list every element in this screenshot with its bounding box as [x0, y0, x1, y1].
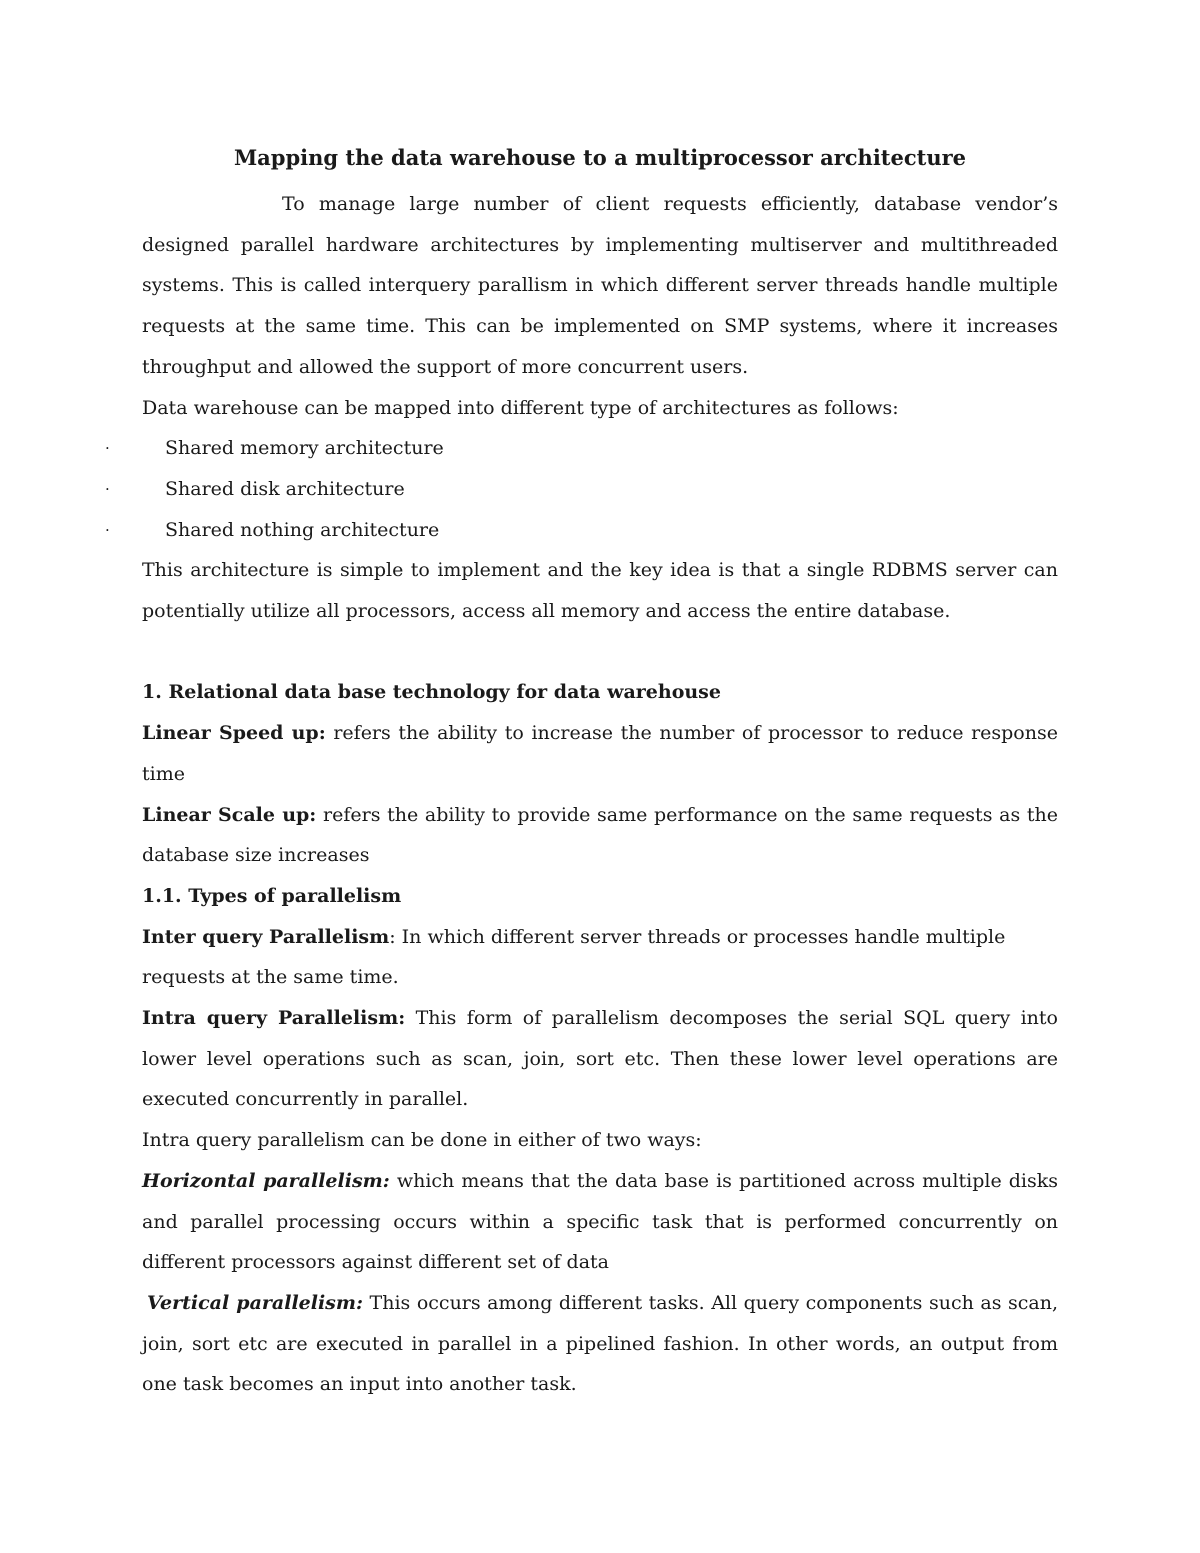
linear-scaleup-paragraph: [142, 795, 1058, 876]
horizontal-parallelism-paragraph: [142, 1161, 1058, 1283]
mapping-intro-paragraph: Data warehouse can be mapped into different type of architectures as follows:: [142, 396, 899, 419]
list-item-text: Shared nothing architecture: [165, 518, 440, 541]
section-1-heading: 1. Relational data base technology for data warehouse: [142, 681, 721, 704]
bullet-icon: ·: [105, 479, 110, 498]
architecture-list: [105, 428, 1058, 550]
bullet-icon: ·: [105, 520, 110, 539]
intra-query-definition: This form of parallelism decomposes the serial SQL query into lower level operations such as scan, join, sort etc. Then these lower level operations are executed concurrently in parallel.: [142, 1007, 1058, 1111]
list-item: [105, 510, 1058, 551]
linear-speedup-term: Linear Speed up:: [142, 722, 326, 745]
intro-paragraph: To manage large number of client requests efficiently, database vendor’s designed parallel hardware architectures by implementing multiserver and multithreaded systems. This is called interquery parallism in which different server threads handle multiple requests at the same time. This can be implemented on SMP systems, where it increases throughput and allowed the support of more concurrent users.: [142, 193, 1058, 378]
architecture-note-paragraph: This architecture is simple to implement and the key idea is that a single RDBMS server can potentially utilize all processors, access all memory and access the entire database.: [142, 559, 1058, 623]
list-item: [105, 428, 1058, 469]
ways-intro-paragraph: Intra query parallelism can be done in either of two ways:: [142, 1129, 702, 1152]
list-item-text: Shared memory architecture: [165, 437, 444, 460]
horizontal-parallelism-term: Horizontal parallelism:: [142, 1169, 390, 1192]
horizontal-parallelism-definition: which means that the data base is partitioned across multiple disks and parallel processing occurs within a specific task that is performed concurrently on different processors against different set of data: [142, 1169, 1058, 1274]
list-item-text: Shared disk architecture: [165, 477, 405, 500]
vertical-parallelism-paragraph: [142, 1283, 1058, 1405]
linear-speedup-definition: refers the ability to increase the number of processor to reduce response time: [142, 722, 1058, 785]
paragraph-spacer: [142, 632, 1058, 673]
linear-scaleup-definition: refers the ability to provide same performance on the same requests as the database size increases: [142, 803, 1058, 867]
bullet-icon: ·: [105, 439, 110, 458]
document-title: Mapping the data warehouse to a multiprocessor architecture: [233, 145, 967, 170]
vertical-parallelism-term: Vertical parallelism:: [147, 1291, 364, 1314]
intra-query-paragraph: [142, 998, 1058, 1120]
intra-query-term: Intra query Parallelism:: [142, 1007, 406, 1030]
inter-query-term: Inter query Parallelism: [142, 925, 390, 948]
list-item: [105, 469, 1058, 510]
linear-speedup-paragraph: [142, 713, 1058, 794]
linear-scaleup-term: Linear Scale up:: [142, 803, 317, 826]
document-body: [105, 184, 1059, 1405]
vertical-parallelism-definition: This occurs among different tasks. All query components such as scan, join, sort etc are executed in parallel in a pipelined fashion. In other words, an output from one task becomes an input into another task.: [142, 1291, 1059, 1396]
inter-query-paragraph: [142, 917, 1058, 998]
inter-query-definition: : In which different server threads or processes handle multiple requests at the same time.: [142, 925, 1006, 989]
section-1-1-heading: 1.1. Types of parallelism: [142, 884, 402, 907]
